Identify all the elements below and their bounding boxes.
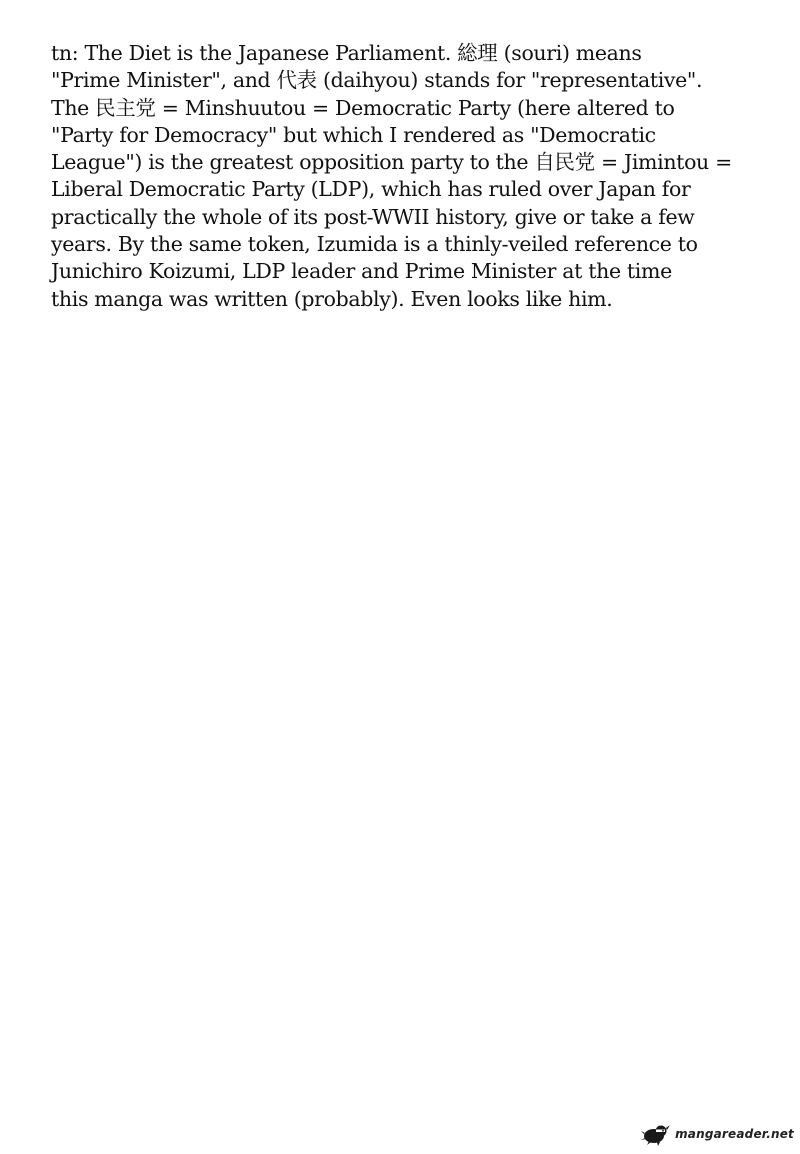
note-line-5: League") is the greatest opposition party to the 自民党 = Jimintou = <box>51 150 732 175</box>
note-line-10: this manga was written (probably). Even looks like him. <box>51 286 613 311</box>
note-line-1: tn: The Diet is the Japanese Parliament. 総理 (souri) means <box>51 41 642 65</box>
note-line-8: years. By the same token, Izumida is a thinly-veiled reference to <box>51 232 698 257</box>
note-line-9: Junichiro Koizumi, LDP leader and Prime Minister at the time <box>51 259 672 284</box>
note-line-2: "Prime Minister", and 代表 (daihyou) stands for "representative". <box>51 68 703 93</box>
ninja-mascot-icon <box>641 1122 671 1146</box>
note-line-7: practically the whole of its post-WWII history, give or take a few <box>51 204 695 229</box>
site-watermark <box>641 1121 794 1147</box>
note-line-4: "Party for Democracy" but which I rendered as "Democratic <box>51 122 656 147</box>
translator-note <box>51 40 791 313</box>
note-line-3: The 民主党 = Minshuutou = Democratic Party (here altered to <box>51 95 675 120</box>
watermark-text: mangareader.net <box>675 1127 794 1141</box>
note-line-6: Liberal Democratic Party (LDP), which has ruled over Japan for <box>51 177 691 202</box>
